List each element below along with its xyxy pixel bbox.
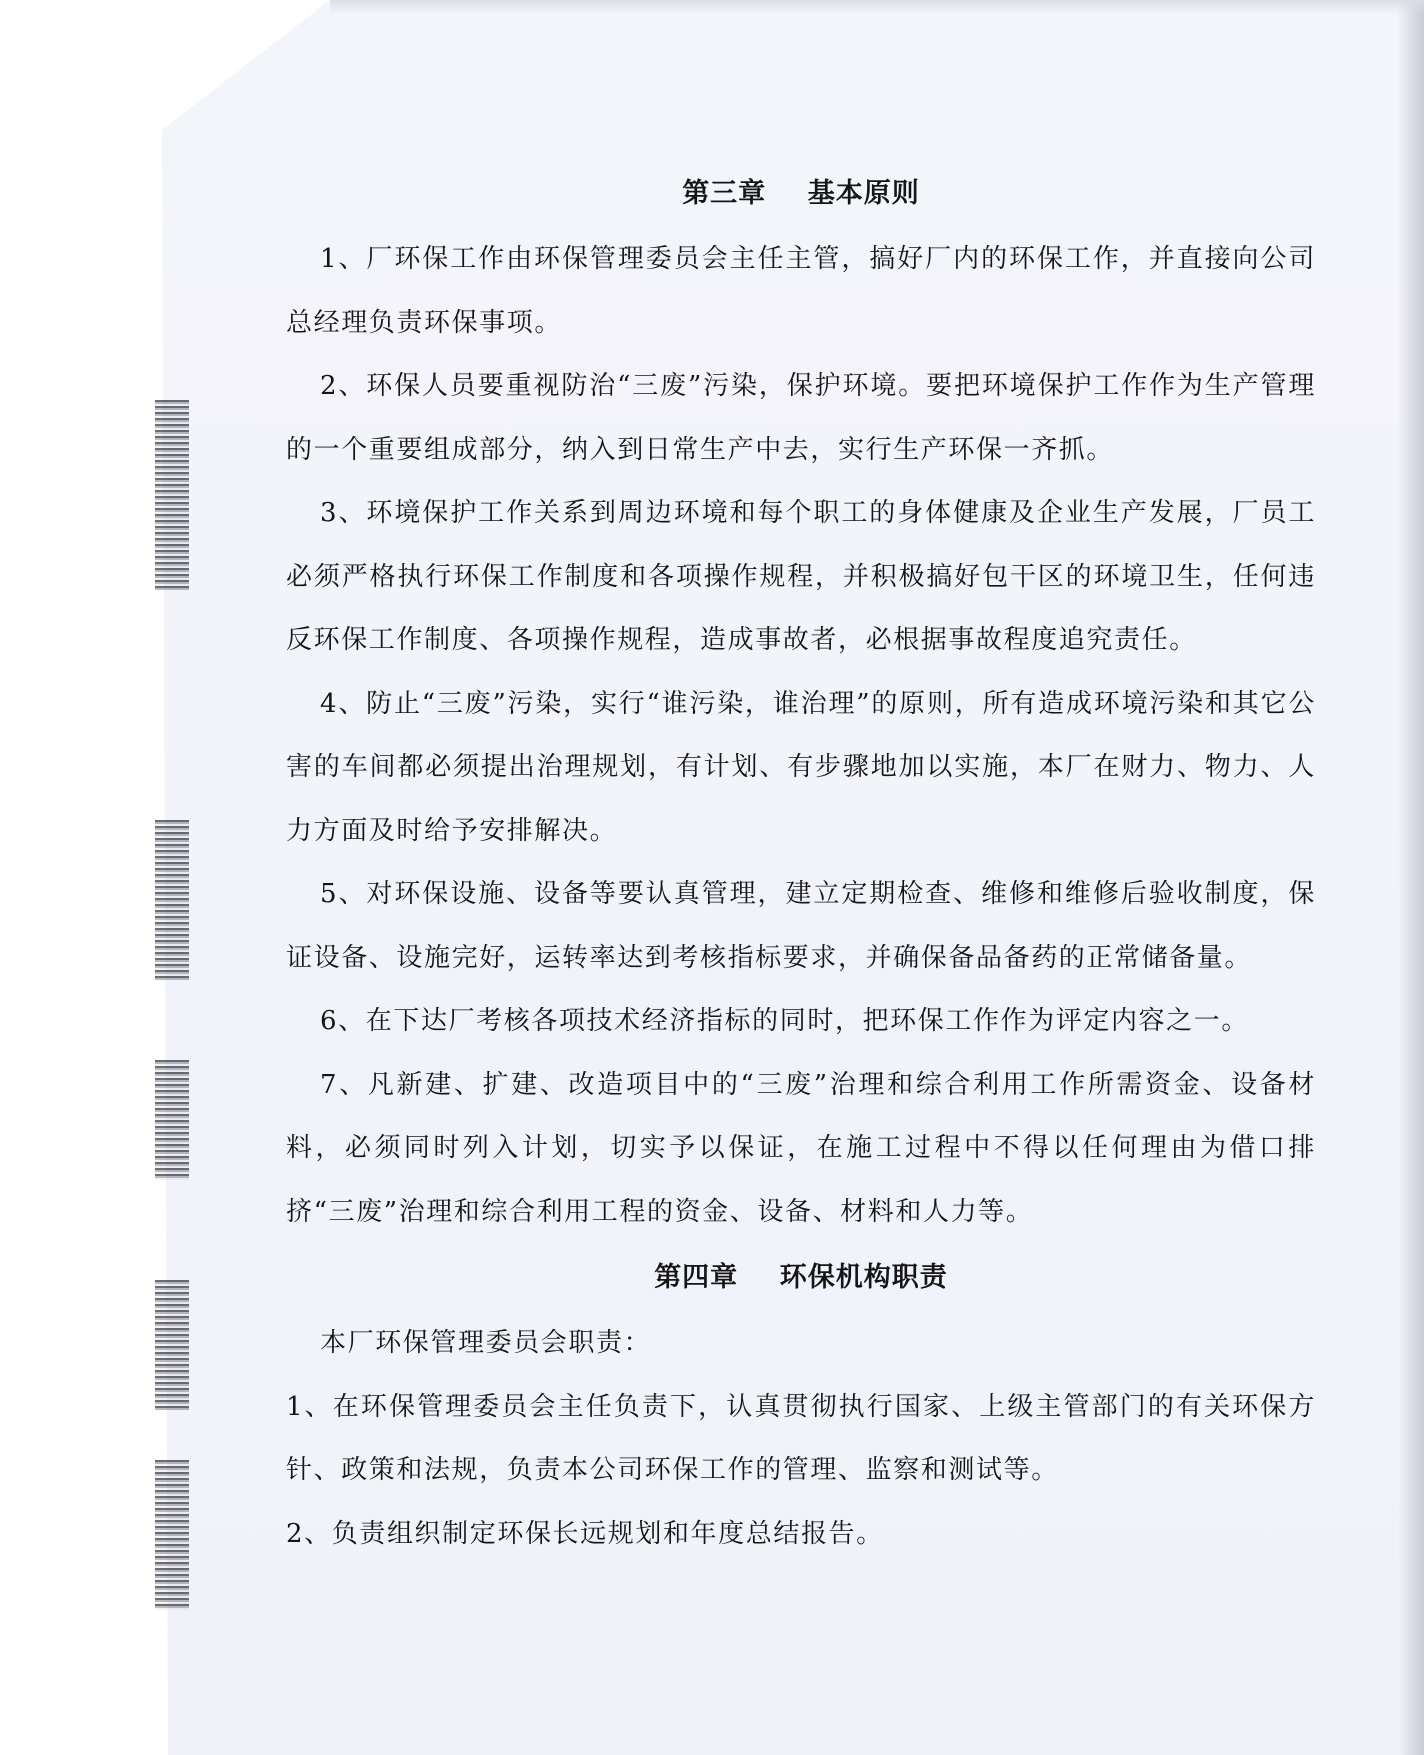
document-body — [286, 160, 1316, 1566]
chapter-3-item-5: 5、对环保设施、设备等要认真管理，建立定期检查、维修和维修后验收制度，保证设备、设施完好，运转率达到考核指标要求，并确保备品备药的正常储备量。 — [286, 879, 1316, 973]
binding-mark — [155, 400, 189, 590]
chapter-4-lead: 本厂环保管理委员会职责： — [320, 1328, 652, 1358]
binding-mark — [155, 820, 189, 980]
binding-mark — [155, 1460, 189, 1610]
binding-mark — [155, 1060, 189, 1180]
chapter-3-item-7: 7、凡新建、扩建、改造项目中的“三废”治理和综合利用工作所需资金、设备材料，必须同时列入计划，切实予以保证，在施工过程中不得以任何理由为借口排挤“三废”治理和综合利用工程的资金、设备、材料和人力等。 — [286, 1069, 1316, 1227]
chapter-3-title: 第三章 基本原则 — [682, 178, 920, 209]
page-right-edge — [1398, 0, 1424, 1755]
chapter-4-item-1: 1、在环保管理委员会主任负责下，认真贯彻执行国家、上级主管部门的有关环保方针、政策和法规，负责本公司环保工作的管理、监察和测试等。 — [286, 1391, 1316, 1485]
chapter-3-item-4: 4、防止“三废”污染，实行“谁污染，谁治理”的原则，所有造成环境污染和其它公害的车间都必须提出治理规划，有计划、有步骤地加以实施，本厂在财力、物力、人力方面及时给予安排解决。 — [286, 688, 1316, 846]
chapter-3-item-2: 2、环保人员要重视防治“三废”污染，保护环境。要把环境保护工作作为生产管理的一个重要组成部分，纳入到日常生产中去，实行生产环保一齐抓。 — [286, 371, 1316, 465]
page-top-edge — [330, 0, 1424, 14]
chapter-3-item-1: 1、厂环保工作由环保管理委员会主任主管，搞好厂内的环保工作，并直接向公司总经理负责环保事项。 — [286, 244, 1316, 338]
chapter-3-item-6: 6、在下达厂考核各项技术经济指标的同时，把环保工作作为评定内容之一。 — [320, 1006, 1249, 1036]
chapter-4-item-2: 2、负责组织制定环保长远规划和年度总结报告。 — [286, 1518, 884, 1549]
chapter-4-title: 第四章 环保机构职责 — [654, 1262, 948, 1293]
binding-mark — [155, 1280, 189, 1410]
chapter-3-item-3: 3、环境保护工作关系到周边环境和每个职工的身体健康及企业生产发展，厂员工必须严格执行环保工作制度和各项操作规程，并积极搞好包干区的环境卫生，任何违反环保工作制度、各项操作规程，造成事故者，必根据事故程度追究责任。 — [286, 498, 1316, 655]
